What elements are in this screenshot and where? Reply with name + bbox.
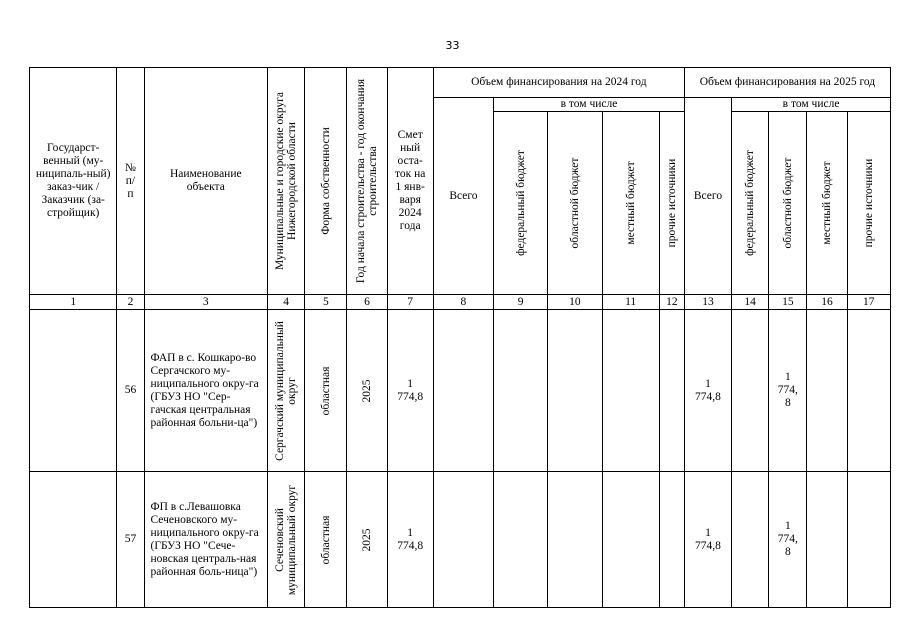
header-regional-2025-text: областной бюджет <box>781 157 794 249</box>
other-2024-value <box>659 310 684 472</box>
other-2025-value <box>847 472 890 608</box>
header-federal-2025 <box>732 112 769 295</box>
table-row <box>30 472 891 608</box>
table-row <box>30 310 891 472</box>
ownership-text: областная <box>319 366 332 415</box>
ownership-cell <box>305 472 347 608</box>
header-other-2025 <box>847 112 890 295</box>
local-2025-value <box>807 310 847 472</box>
year-text: 2025 <box>360 528 373 551</box>
column-number: 14 <box>732 295 769 310</box>
year-cell <box>347 310 387 472</box>
column-number: 3 <box>144 295 268 310</box>
header-local-2025-text: местный бюджет <box>821 161 833 245</box>
object-name: ФАП в с. Кошкаро-во Сергачского му-ниципального окру-га (ГБУЗ НО "Сер-гачская центральная районная больни-ца") <box>144 310 268 472</box>
column-number: 17 <box>847 295 890 310</box>
municipality-text: Сергачский муниципальный округ <box>274 320 299 461</box>
header-funding-2025: Объем финансирования на 2025 год <box>684 68 890 98</box>
header-including-2024: в том числе <box>494 98 685 112</box>
regional-2025-value: 1 774, 8 <box>769 472 807 608</box>
header-federal-2024 <box>494 112 548 295</box>
header-balance: Смет ный оста-ток на 1 янв-варя 2024 года <box>387 68 433 295</box>
page-number: 33 <box>445 39 460 52</box>
local-2024-value <box>602 310 659 472</box>
header-municipality <box>268 68 305 295</box>
header-ownership-text: Форма собственности <box>319 127 332 235</box>
federal-2024-value <box>494 472 548 608</box>
header-object-name: Наименование объекта <box>144 68 268 295</box>
municipality-text: Сеченовский муниципальный округ <box>274 484 299 595</box>
row-number: 57 <box>117 472 144 608</box>
local-2024-value <box>602 472 659 608</box>
header-ownership <box>305 68 347 295</box>
balance-value: 1 774,8 <box>387 472 433 608</box>
column-number: 12 <box>659 295 684 310</box>
header-other-2025-text: прочие источники <box>862 158 875 248</box>
header-other-2024-text: прочие источники <box>665 158 678 248</box>
local-2025-value <box>807 472 847 608</box>
balance-value: 1 774,8 <box>387 310 433 472</box>
header-funding-2024: Объем финансирования на 2024 год <box>433 68 684 98</box>
header-local-2024 <box>602 112 659 295</box>
header-municipality-text: Муниципальные и городские округа Нижегородской области <box>274 91 299 271</box>
column-number: 6 <box>347 295 387 310</box>
total-2024-value <box>433 472 493 608</box>
customer-cell <box>30 472 117 608</box>
other-2024-value <box>659 472 684 608</box>
column-number: 5 <box>305 295 347 310</box>
header-other-2024 <box>659 112 684 295</box>
column-number: 13 <box>684 295 731 310</box>
header-total-2024: Всего <box>433 98 493 295</box>
total-2024-value <box>433 310 493 472</box>
column-number: 9 <box>494 295 548 310</box>
column-number: 2 <box>117 295 144 310</box>
federal-2024-value <box>494 310 548 472</box>
year-text: 2025 <box>360 379 373 402</box>
header-federal-2024-text: федеральный бюджет <box>514 150 527 256</box>
investment-table <box>29 67 891 608</box>
regional-2025-value: 1 774, 8 <box>769 310 807 472</box>
header-total-2025: Всего <box>684 98 731 295</box>
header-including-2025: в том числе <box>732 98 891 112</box>
column-number: 1 <box>30 295 117 310</box>
column-number: 16 <box>807 295 847 310</box>
municipality-cell <box>268 472 305 608</box>
column-number: 11 <box>602 295 659 310</box>
customer-cell <box>30 310 117 472</box>
header-customer: Государст-венный (му-ниципаль-ный) заказ-чик / Заказчик (за-стройщик) <box>30 68 117 295</box>
header-years <box>347 68 387 295</box>
header-years-text: Год начала строительства - год окончания строительства <box>354 78 379 284</box>
header-regional-2024-text: областной бюджет <box>568 157 581 249</box>
header-regional-2025 <box>769 112 807 295</box>
municipality-cell <box>268 310 305 472</box>
ownership-cell <box>305 310 347 472</box>
ownership-text: областная <box>319 515 332 564</box>
column-number: 15 <box>769 295 807 310</box>
column-number: 10 <box>548 295 602 310</box>
header-local-2025 <box>807 112 847 295</box>
row-number: 56 <box>117 310 144 472</box>
total-2025-value: 1 774,8 <box>684 472 731 608</box>
federal-2025-value <box>732 310 769 472</box>
object-name: ФП в с.Левашовка Сеченовского му-ниципального окру-га (ГБУЗ НО "Сече-новская централь-ная районная боль-ница") <box>144 472 268 608</box>
column-number: 4 <box>268 295 305 310</box>
header-local-2024-text: местный бюджет <box>624 161 637 245</box>
regional-2024-value <box>548 472 602 608</box>
header-number: № п/ п <box>117 68 144 295</box>
total-2025-value: 1 774,8 <box>684 310 731 472</box>
federal-2025-value <box>732 472 769 608</box>
column-number: 8 <box>433 295 493 310</box>
year-cell <box>347 472 387 608</box>
header-regional-2024 <box>548 112 602 295</box>
other-2025-value <box>847 310 890 472</box>
header-federal-2025-text: федеральный бюджет <box>744 150 757 256</box>
column-number: 7 <box>387 295 433 310</box>
column-number-row <box>30 295 891 310</box>
regional-2024-value <box>548 310 602 472</box>
